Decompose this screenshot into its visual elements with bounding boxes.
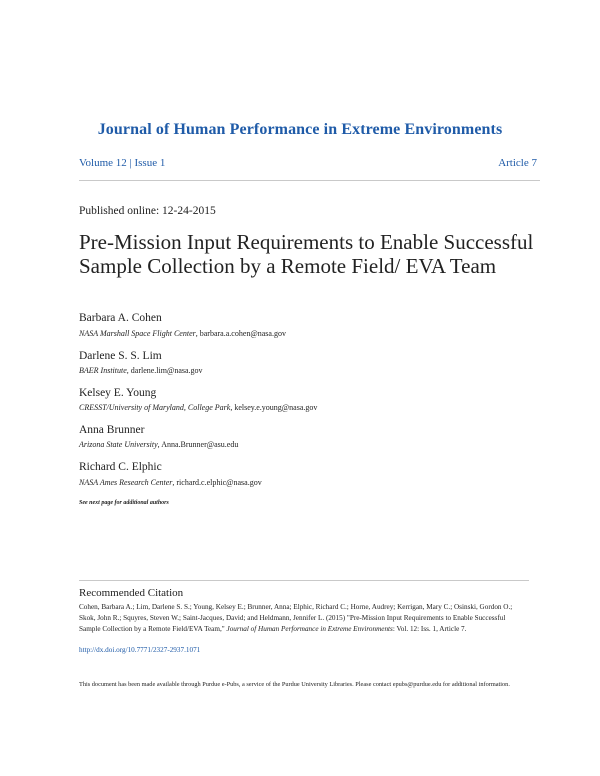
affiliation-institution: NASA Marshall Space Flight Center bbox=[79, 329, 196, 338]
volume-issue-separator: | bbox=[126, 157, 135, 169]
affiliation-institution: BAER Institute bbox=[79, 366, 127, 375]
affiliation-email[interactable]: , darlene.lim@nasa.gov bbox=[126, 366, 203, 375]
affiliation-email[interactable]: , barbara.a.cohen@nasa.gov bbox=[195, 329, 286, 338]
issue-link[interactable]: Issue 1 bbox=[134, 157, 166, 169]
affiliation-email[interactable]: , richard.c.elphic@nasa.gov bbox=[172, 478, 262, 487]
author-affiliation bbox=[79, 403, 317, 412]
see-next-page-note: See next page for additional authors bbox=[79, 500, 169, 506]
author-affiliation bbox=[79, 329, 286, 338]
published-date: Published online: 12-24-2015 bbox=[79, 205, 216, 217]
author-name: Darlene S. S. Lim bbox=[79, 350, 162, 362]
article-title: Pre-Mission Input Requirements to Enable Successful Sample Collection by a Remote Field/ EVA Team bbox=[79, 230, 534, 278]
affiliation-email[interactable]: , Anna.Brunner@asu.edu bbox=[157, 440, 239, 449]
affiliation-email[interactable]: , kelsey.e.young@nasa.gov bbox=[230, 403, 318, 412]
affiliation-institution: CRESST/University of Maryland, College Park bbox=[79, 403, 231, 412]
doi-link[interactable]: http://dx.doi.org/10.7771/2327-2937.1071 bbox=[79, 646, 201, 654]
affiliation-institution: Arizona State University bbox=[79, 440, 158, 449]
author-affiliation bbox=[79, 440, 238, 449]
journal-title[interactable]: Journal of Human Performance in Extreme Environments bbox=[97, 121, 503, 138]
author-name: Barbara A. Cohen bbox=[79, 312, 162, 324]
author-affiliation bbox=[79, 366, 203, 375]
availability-note: This document has been made available through Purdue e-Pubs, a service of the Purdue University Libraries. Please contact epubs@purdue.edu for additional information. bbox=[79, 681, 510, 688]
article-number: Article 7 bbox=[498, 157, 537, 169]
header-divider bbox=[79, 180, 540, 181]
author-affiliation bbox=[79, 478, 262, 487]
volume-issue-links bbox=[79, 157, 165, 169]
affiliation-institution: NASA Ames Research Center bbox=[79, 478, 173, 487]
citation-main: Cohen, Barbara A.; Lim, Darlene S. S.; Young, Kelsey E.; Brunner, Anna; Elphic, Richard C.; Horne, Audrey; Kerrigan, Mary C.; Osinski, Gordon O.; Skok, John R.; Squyres, Steven W.; Saint-Jacques, David; and Heldmann, Jennifer L. (2015) "Pre-Mission Input Requirements to Enable Successful Sample Collection by a Remote Field/EVA Team," bbox=[79, 603, 513, 633]
author-name: Anna Brunner bbox=[79, 424, 145, 436]
recommended-citation-heading: Recommended Citation bbox=[79, 587, 184, 599]
citation-tail: : Vol. 12: Iss. 1, Article 7. bbox=[392, 625, 467, 633]
citation-divider bbox=[79, 580, 529, 581]
author-name: Kelsey E. Young bbox=[79, 387, 157, 399]
volume-link[interactable]: Volume 12 bbox=[79, 157, 127, 169]
citation-text bbox=[79, 602, 519, 635]
author-name: Richard C. Elphic bbox=[79, 461, 162, 473]
citation-journal: Journal of Human Performance in Extreme Environments bbox=[226, 625, 393, 633]
